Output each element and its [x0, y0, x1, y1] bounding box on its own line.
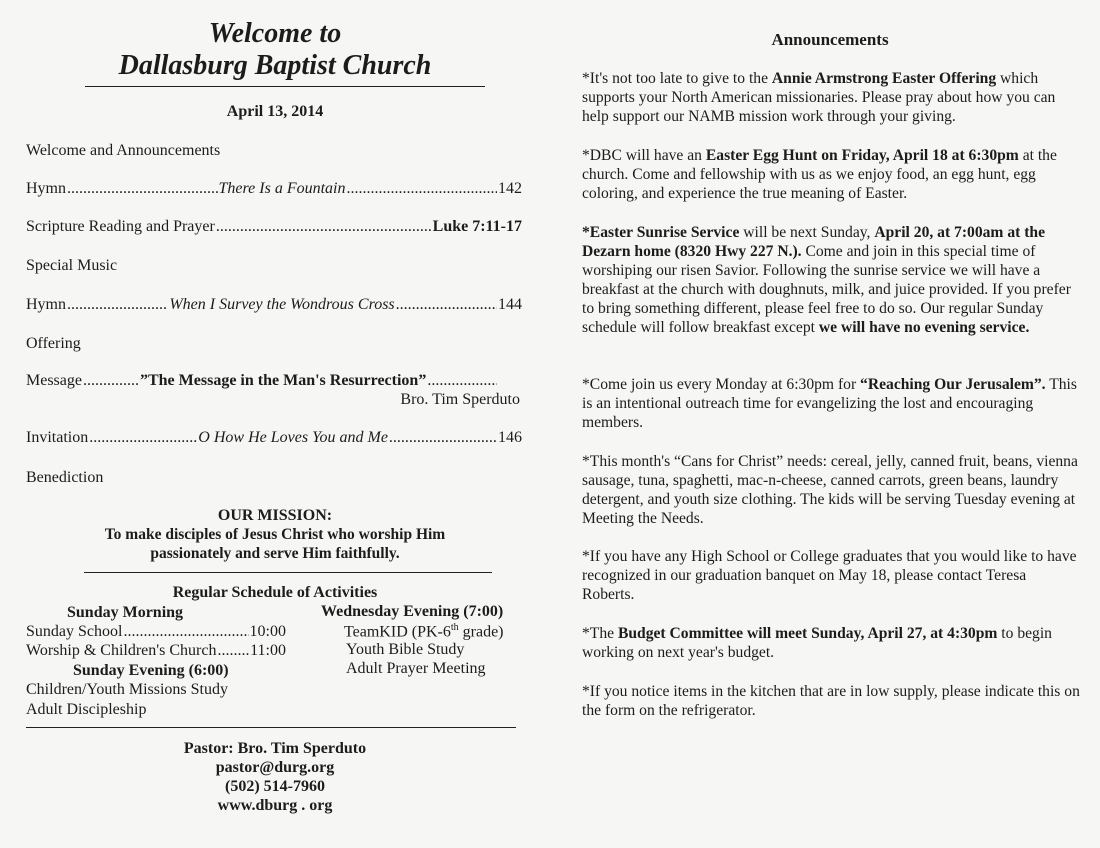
ann-text: *If you have any High School or College graduates that you would like to have recognized in our graduation banquet on May 18, please contact Teresa Roberts. — [582, 548, 1077, 603]
leader-dots — [216, 218, 432, 236]
title-line-1: Welcome to — [208, 18, 342, 49]
order-offering: Offering — [26, 335, 81, 352]
ann-text: *DBC will have an — [582, 147, 706, 164]
sunday-evening-item: Adult Discipleship — [26, 701, 147, 718]
ann-bold: April 20, at 7:00am at the Dezarn home (8320 Hwy 227 N.). — [582, 224, 1045, 260]
announcement-budget-committee — [582, 624, 1082, 662]
announcement-reaching-jerusalem — [582, 375, 1082, 432]
ann-text: *If you notice items in the kitchen that are in low supply, please indicate this on the form on the refrigerator. — [582, 683, 1080, 719]
order-hymn-1 — [26, 180, 522, 198]
church-phone: (502) 514-7960 — [225, 778, 325, 795]
hymn-2-number: 144 — [498, 296, 522, 313]
leader-dots — [396, 296, 497, 314]
message-label: Message — [26, 372, 82, 389]
invitation-title: O How He Loves You and Me — [198, 429, 388, 446]
pastor-name: Pastor: Bro. Tim Sperduto — [183, 740, 367, 757]
hymn-2-label: Hymn — [26, 296, 66, 313]
leader-dots — [67, 180, 218, 198]
ann-bold: *Easter Sunrise Service — [582, 224, 740, 241]
sunday-evening-item: Children/Youth Missions Study — [26, 681, 228, 698]
leader-dots — [217, 642, 249, 660]
bulletin-date: April 13, 2014 — [226, 103, 324, 120]
announcement-easter-offering — [582, 69, 1082, 126]
announcement-egg-hunt — [582, 146, 1082, 203]
ann-text: at the church. Come and fellowship with us as we enjoy food, an egg hunt, egg coloring, and experience the true meaning of Easter. — [582, 147, 1057, 202]
message-title: ”The Message in the Man's Resurrection” — [139, 372, 427, 389]
announcements-title: Announcements — [771, 30, 889, 49]
teamkid-text: TeamKID (PK-6 — [344, 623, 451, 641]
order-benediction: Benediction — [26, 469, 104, 486]
leader-dots — [67, 296, 168, 314]
ann-text: *The — [582, 625, 618, 642]
ann-text: *This month's “Cans for Christ” needs: cereal, jelly, canned fruit, beans, vienna sausage, tuna, spaghetti, mac-n-cheese, canned carrots, green beans, laundry detergent, and youth size clothing. The kids will be serving Tuesday evening at Meeting the Needs. — [582, 453, 1078, 527]
teamkid-sup: th — [450, 622, 459, 633]
announcement-kitchen-supply — [582, 682, 1082, 720]
announcement-sunrise-service — [582, 223, 1082, 337]
sunday-school-label: Sunday School — [26, 623, 123, 640]
ann-bold: we will have no evening service. — [818, 319, 1030, 336]
pastor-email: pastor@durg.org — [215, 759, 335, 776]
ann-bold: Easter Egg Hunt on Friday, April 18 at 6:30pm — [705, 147, 1019, 164]
order-invitation — [26, 429, 522, 447]
ann-bold: “Reaching Our Jerusalem”. — [860, 376, 1046, 393]
wednesday-item: Adult Prayer Meeting — [346, 660, 486, 677]
leader-dots — [83, 372, 139, 390]
worship-row — [26, 642, 286, 660]
hymn-1-label: Hymn — [26, 180, 66, 197]
order-hymn-2 — [26, 296, 522, 314]
sunday-evening-heading: Sunday Evening (6:00) — [73, 662, 229, 679]
mission-line-2: passionately and serve Him faithfully. — [150, 545, 400, 562]
mission-title: OUR MISSION: — [217, 507, 333, 524]
ann-text: *It's not too late to give to the — [582, 70, 772, 87]
ann-text: Come and join in this special time of worshiping our risen Savior. Following the sunrise service we will have a breakfast at the church with doughnuts, milk, and juice provided. If you prefer to bring something different, please feel free to do so. Our regular Sunday schedule will follow breakfast except — [582, 243, 1071, 336]
ann-text: will be next Sunday, — [739, 224, 875, 241]
title-line-2: Dallasburg Baptist Church — [118, 50, 432, 81]
message-speaker: Bro. Tim Sperduto — [400, 391, 520, 408]
wednesday-evening-heading: Wednesday Evening (7:00) — [321, 603, 504, 620]
order-welcome: Welcome and Announcements — [26, 142, 221, 159]
scripture-reference: Luke 7:11-17 — [432, 218, 522, 235]
ann-text: which supports your North American missionaries. Please pray about how you can help support our NAMB mission work through your giving. — [582, 70, 1056, 125]
scripture-label: Scripture Reading and Prayer — [26, 218, 215, 235]
ann-text: This is an intentional outreach time for evangelizing the lost and encouraging members. — [582, 376, 1077, 431]
hymn-1-title: There Is a Fountain — [218, 180, 346, 197]
leader-dots — [123, 623, 248, 641]
schedule-title: Regular Schedule of Activities — [172, 584, 378, 601]
title-divider — [85, 86, 485, 87]
order-special-music: Special Music — [26, 257, 118, 274]
ann-bold: Annie Armstrong Easter Offering — [771, 70, 997, 87]
hymn-1-number: 142 — [498, 180, 523, 197]
schedule-divider — [26, 727, 516, 728]
wednesday-item: Youth Bible Study — [346, 641, 465, 658]
teamkid-item — [344, 622, 504, 641]
mission-divider — [84, 572, 492, 573]
invitation-number: 146 — [498, 429, 522, 446]
ann-text: *Come join us every Monday at 6:30pm for — [582, 376, 861, 393]
worship-label: Worship & Children's Church — [26, 642, 217, 659]
invitation-label: Invitation — [26, 429, 89, 446]
ann-bold: Budget Committee will meet Sunday, April 27, at 4:30pm — [617, 625, 998, 642]
teamkid-text-end: grade) — [458, 623, 504, 641]
ann-text: to begin working on next year's budget. — [582, 625, 1052, 661]
leader-dots — [89, 429, 197, 447]
order-scripture — [26, 218, 522, 236]
sunday-morning-heading: Sunday Morning — [67, 604, 184, 621]
church-website: www.dburg . org — [217, 797, 333, 814]
worship-time: 11:00 — [250, 642, 286, 659]
order-message — [26, 372, 498, 390]
sunday-school-time: 10:00 — [249, 623, 286, 640]
leader-dots — [427, 372, 497, 390]
mission-line-1: To make disciples of Jesus Christ who worship Him — [104, 526, 446, 543]
sunday-school-row — [26, 623, 286, 641]
announcement-cans-for-christ — [582, 452, 1082, 528]
leader-dots — [346, 180, 497, 198]
leader-dots — [389, 429, 497, 447]
hymn-2-title: When I Survey the Wondrous Cross — [169, 296, 395, 313]
announcement-graduates — [582, 547, 1082, 604]
